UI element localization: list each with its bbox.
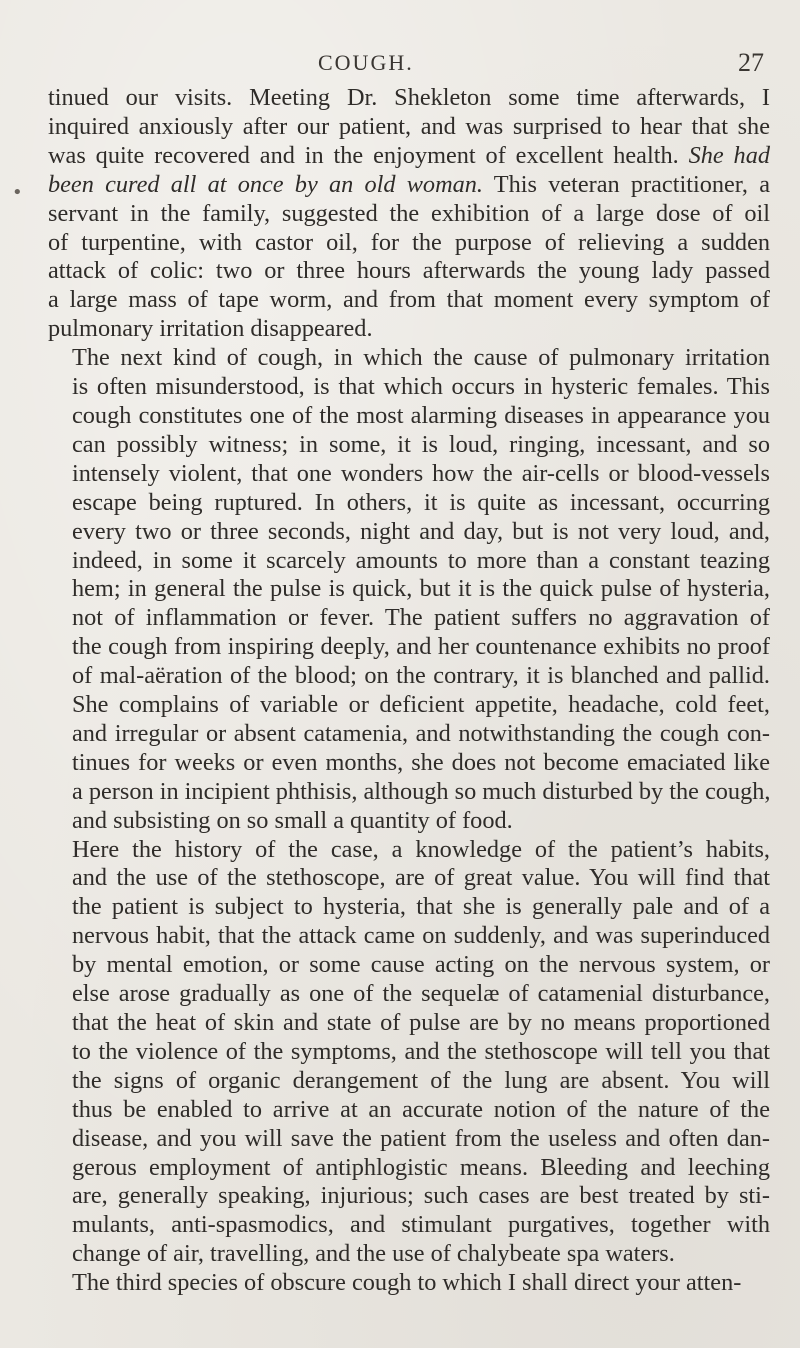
text-line: the patient is subject to hysteria, that she is generally pale and of a — [72, 893, 770, 921]
text-line: change of air, travelling, and the use of chalybeate spa waters. — [72, 1240, 675, 1268]
text-line: tinued our visits. Meeting Dr. Shekleton some time afterwards, I — [48, 84, 770, 111]
body-text — [48, 84, 770, 1298]
text-line: gerous employment of antiphlogistic means. Bleeding and leeching — [72, 1153, 770, 1181]
text-line: the cough from inspiring deeply, and her countenance exhibits no proof — [72, 633, 770, 661]
text-line: and subsisting on so small a quantity of food. — [72, 806, 513, 834]
text-line: attack of colic: two or three hours afterwards the young lady passed — [48, 257, 770, 285]
text-line: and irregular or absent catamenia, and notwithstanding the cough con- — [72, 719, 770, 747]
text-line: by mental emotion, or some cause acting on the nervous system, or — [72, 951, 770, 979]
text-line: Here the history of the case, a knowledge of the patient’s habits, — [72, 835, 770, 863]
text-line: nervous habit, that the attack came on suddenly, and was superinduced — [72, 922, 770, 950]
running-title: COUGH. — [318, 50, 414, 75]
text-line: of mal-aëration of the blood; on the contrary, it is blanched and pallid. — [72, 662, 770, 690]
paragraph-1 — [48, 84, 770, 344]
text-line: the signs of organic derangement of the lung are absent. You will — [72, 1066, 770, 1094]
text-line: mulants, anti-spasmodics, and stimulant purgatives, together with — [72, 1211, 770, 1239]
text-line: servant in the family, suggested the exhibition of a large dose of oil — [48, 199, 770, 227]
text-line: of turpentine, with castor oil, for the purpose of relieving a sudden — [48, 228, 770, 256]
text-line: else arose gradually as one of the sequelæ of catamenial disturbance, — [72, 980, 770, 1008]
text-line: hem; in general the pulse is quick, but it is the quick pulse of hysteria, — [72, 575, 770, 603]
text-line: can possibly witness; in some, it is loud, ringing, incessant, and so — [72, 430, 770, 458]
text-line: a large mass of tape worm, and from that moment every symptom of — [48, 286, 770, 314]
text-line: not of inflammation or fever. The patient suffers no aggravation of — [72, 604, 770, 632]
text-line: disease, and you will save the patient from the useless and often dan- — [72, 1124, 770, 1152]
text-line: thus be enabled to arrive at an accurate notion of the nature of the — [72, 1095, 770, 1123]
running-head — [0, 50, 800, 80]
text-line: indeed, in some it scarcely amounts to more than a constant teazing — [72, 546, 770, 574]
text-line: a person in incipient phthisis, although so much disturbed by the cough, — [72, 777, 771, 805]
text-line: inquired anxiously after our patient, and was surprised to hear that she — [48, 112, 770, 140]
paragraph-2 — [48, 344, 770, 835]
text-line: escape being ruptured. In others, it is quite as incessant, occurring — [72, 488, 770, 516]
paragraph-4 — [48, 1269, 770, 1298]
text-line: The third species of obscure cough to which I shall direct your atten- — [72, 1269, 742, 1297]
text-line: to the violence of the symptoms, and the stethoscope will tell you that — [72, 1037, 770, 1065]
text-line: that the heat of skin and state of pulse are by no means proportioned — [72, 1009, 770, 1036]
text-line: was quite recovered and in the enjoyment of excellent health. She had — [48, 141, 770, 169]
text-line: and the use of the stethoscope, are of great value. You will find that — [72, 864, 770, 892]
text-line: are, generally speaking, injurious; such cases are best treated by sti- — [72, 1182, 770, 1210]
page-number: 27 — [738, 48, 764, 77]
text-line: tinues for weeks or even months, she does not become emaciated like — [72, 748, 770, 776]
text-line: intensely violent, that one wonders how the air-cells or blood-vessels — [72, 459, 770, 487]
margin-mark: • — [12, 182, 23, 203]
text-line: pulmonary irritation disappeared. — [48, 315, 373, 343]
text-line: every two or three seconds, night and day, but is not very loud, and, — [72, 517, 770, 545]
text-line: She complains of variable or deficient appetite, headache, cold feet, — [72, 691, 770, 719]
text-line: been cured all at once by an old woman. This veteran practitioner, a — [48, 170, 770, 198]
text-line: cough constitutes one of the most alarming diseases in appearance you — [72, 401, 770, 429]
paragraph-3 — [48, 836, 770, 1270]
text-line: The next kind of cough, in which the cause of pulmonary irritation — [72, 344, 770, 372]
text-line: is often misunderstood, is that which occurs in hysteric females. This — [72, 373, 770, 401]
